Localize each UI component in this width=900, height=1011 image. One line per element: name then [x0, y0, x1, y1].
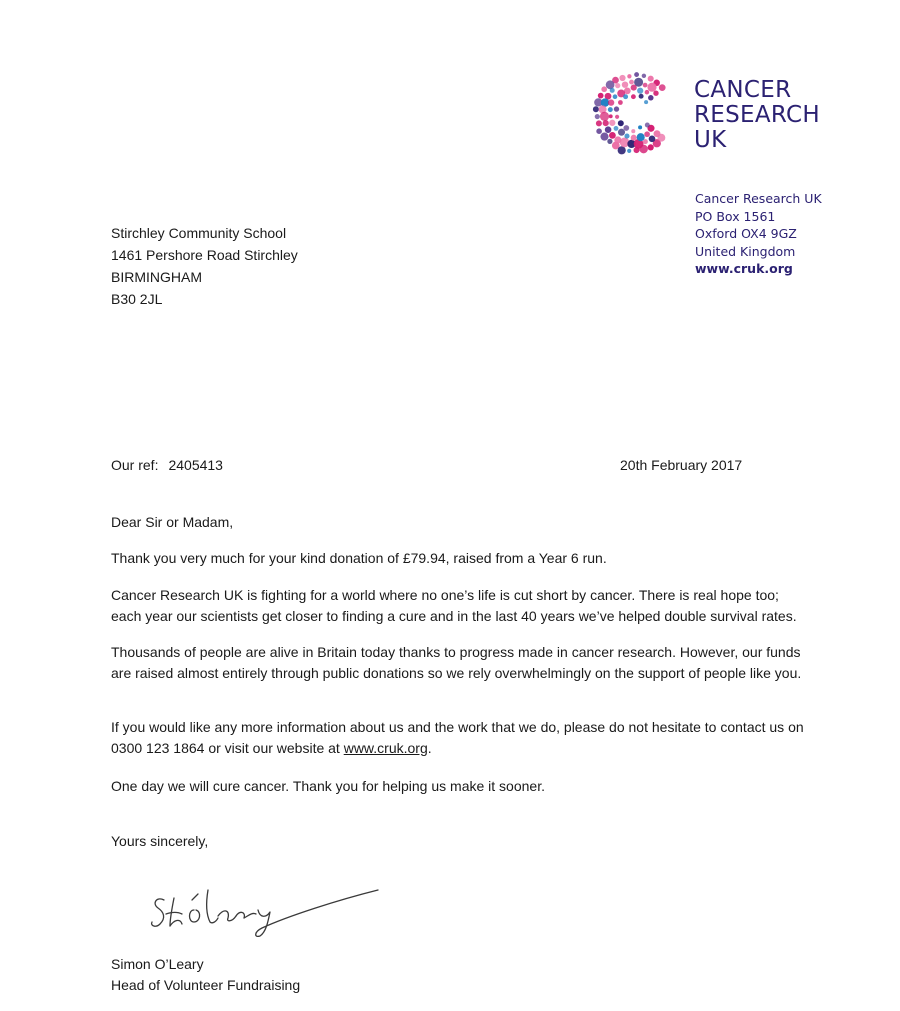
cruk-logo-icon	[584, 68, 684, 158]
logo-dot	[644, 100, 648, 104]
logo-dot	[645, 90, 650, 95]
logo-dot	[649, 135, 656, 142]
logo-dot	[645, 123, 650, 128]
logo-dot	[631, 129, 635, 133]
logo-dot	[600, 133, 608, 141]
logo-dot	[624, 134, 629, 139]
logo-dot	[619, 75, 625, 81]
logo-dot	[631, 85, 637, 91]
logo-dot	[648, 95, 654, 101]
sender-address-line: United Kingdom	[695, 243, 796, 259]
contact-paragraph	[111, 717, 811, 758]
logo-dot	[643, 83, 648, 88]
logo-dot	[627, 74, 631, 78]
logo-dot	[598, 93, 604, 99]
logo-dot	[623, 94, 628, 99]
logo-dot	[654, 130, 661, 137]
logo-dot	[631, 94, 636, 99]
signer-title: Head of Volunteer Fundraising	[111, 976, 301, 993]
logo-dot	[648, 144, 654, 150]
logo-dot	[615, 115, 619, 119]
logo-dot	[609, 120, 615, 126]
logo-wordmark-line: CANCER	[694, 77, 792, 103]
logo-dot	[600, 112, 609, 121]
contact-text-end: .	[427, 739, 432, 756]
recipient-address-line: 1461 Pershore Road Stirchley	[111, 247, 298, 263]
sender-address-line: Cancer Research UK	[695, 191, 822, 206]
logo-dot	[618, 120, 624, 126]
logo-dot	[607, 139, 612, 144]
logo-dot	[618, 100, 623, 105]
logo-dot	[614, 106, 619, 111]
logo-dot	[610, 88, 615, 93]
sender-address-line: PO Box 1561	[695, 208, 776, 224]
closing-message-paragraph: One day we will cure cancer. Thank you for helping us make it sooner.	[111, 778, 545, 794]
logo-wordmark-line: UK	[694, 127, 727, 153]
logo-dot	[608, 107, 613, 112]
logo-dot	[622, 81, 628, 87]
letter-date: 20th February 2017	[620, 457, 743, 473]
logo-dot	[605, 126, 612, 133]
sender-address-line: Oxford OX4 9GZ	[695, 226, 797, 242]
logo-dot	[631, 135, 637, 141]
logo-dot	[627, 149, 631, 153]
logo-dot	[648, 76, 654, 82]
logo-dot	[659, 84, 666, 91]
recipient-address	[111, 222, 298, 310]
reference-number: 2405413	[168, 457, 223, 473]
logo-dot	[639, 94, 644, 99]
logo-dot	[637, 88, 643, 94]
logo-dot	[647, 83, 656, 92]
valediction: Yours sincerely,	[111, 833, 209, 849]
logo-dot	[637, 133, 645, 141]
logo-dot	[638, 125, 642, 129]
logo-dot	[623, 125, 629, 131]
sender-address	[695, 190, 822, 278]
logo-dot	[606, 80, 615, 89]
funding-paragraph: Thousands of people are alive in Britain today thanks to progress made in cancer research. However, our funds are raised almost entirely through public donations so we rely overwhelmingly on the support of people like you.	[111, 644, 802, 681]
logo-dot	[613, 94, 618, 99]
contact-text: If you would like any more information about us and the work that we do, please do not hesitate to contact us on 0300 123 1864 or visit our website at	[111, 719, 804, 756]
logo-dot	[608, 99, 614, 105]
sender-website: www.cruk.org	[695, 261, 793, 277]
logo-dot	[603, 120, 609, 126]
salutation: Dear Sir or Madam,	[111, 514, 234, 530]
signer-name: Simon O’Leary	[111, 956, 204, 972]
logo-dot	[609, 114, 613, 118]
mission-paragraph: Cancer Research UK is fighting for a world where no one’s life is cut short by cancer. There is real hope too; each year our scientists get closer to finding a cure and in the last 40 years we’ve helped double survival rates.	[111, 587, 797, 624]
logo-dot	[596, 120, 602, 126]
reference-label: Our ref:	[111, 457, 159, 473]
logo-dot	[644, 131, 650, 137]
recipient-address-line: Stirchley Community School	[111, 225, 287, 241]
logo-dot	[615, 83, 620, 88]
handwritten-signature	[148, 876, 388, 940]
thanks-paragraph: Thank you very much for your kind donation of £79.94, raised from a Year 6 run.	[111, 550, 607, 566]
logo-dot	[609, 132, 616, 139]
recipient-address-line: BIRMINGHAM	[111, 269, 202, 285]
signer-block	[111, 954, 300, 995]
logo-dot	[595, 114, 600, 119]
logo-dot	[634, 72, 639, 77]
logo-dot	[614, 126, 619, 131]
logo-wordmark	[694, 78, 820, 153]
reference-line	[111, 455, 223, 475]
logo-wordmark-line: RESEARCH	[694, 102, 820, 128]
logo-dot	[618, 146, 626, 154]
logo-dot	[601, 86, 607, 92]
logo-dot	[642, 74, 646, 78]
logo-dot	[653, 91, 658, 96]
logo-dot	[596, 128, 602, 134]
website-link[interactable]: www.cruk.org	[343, 739, 428, 756]
logo-dot	[593, 106, 599, 112]
recipient-address-line: B30 2JL	[111, 291, 163, 307]
logo-dot	[629, 80, 634, 85]
